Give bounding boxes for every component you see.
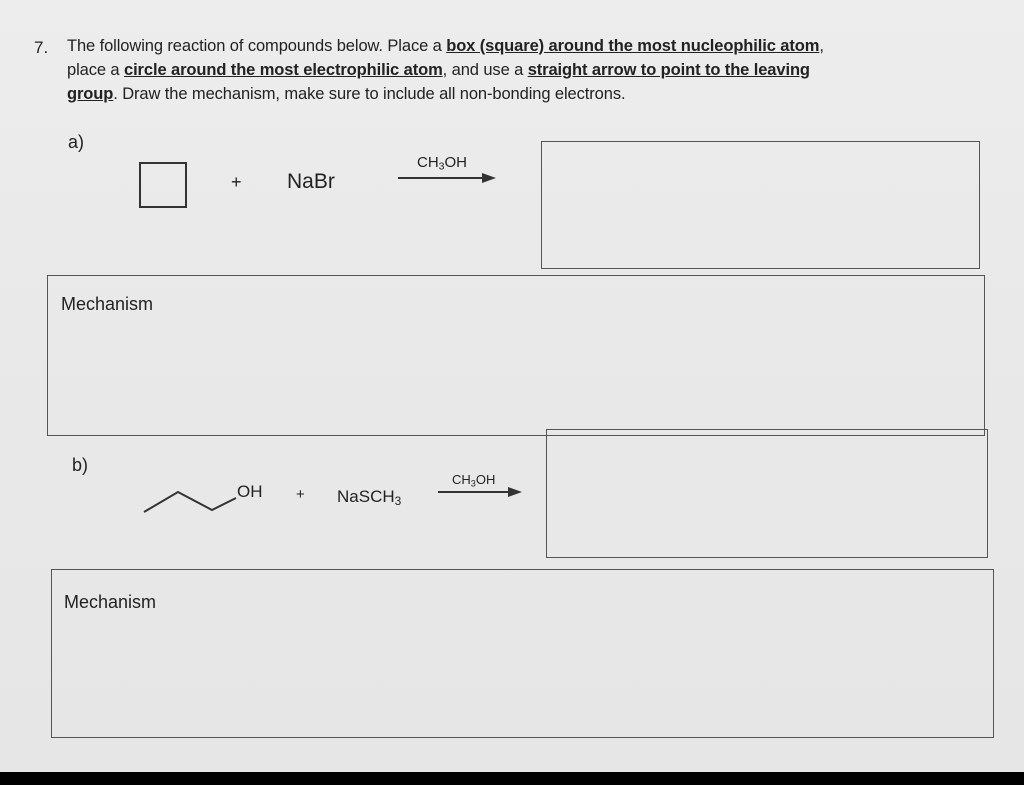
part-a-label: a) <box>68 132 85 152</box>
part-b-mechanism-box <box>51 569 994 738</box>
question-line-3: group. Draw the mechanism, make sure to include all non-bonding electrons. <box>67 85 626 103</box>
part-a-reaction-arrow <box>398 177 490 179</box>
question-number: 7. <box>34 38 49 57</box>
part-a-reagent: NaBr <box>287 170 335 193</box>
part-b-mechanism-label: Mechanism <box>64 592 157 612</box>
part-a-reactant-placeholder-box <box>139 162 187 208</box>
part-a-product-box <box>541 141 980 269</box>
part-b-solvent: $CH_3OH$ <box>452 472 496 489</box>
part-b-label: b) <box>72 455 89 475</box>
part-b-reaction-arrow <box>438 491 516 493</box>
part-b-plus: + <box>296 486 305 503</box>
part-a-solvent: $CH_3OH$ <box>417 154 468 173</box>
part-a-mechanism-label: Mechanism <box>61 294 154 314</box>
part-a-mechanism-box <box>47 275 985 436</box>
part-b-product-box <box>546 429 988 558</box>
part-b-propyl-chain <box>140 482 240 516</box>
part-b-substituent: OH <box>237 482 263 501</box>
question-line-2: place a circle around the most electrophilic atom, and use a straight arrow to point to the leaving <box>67 61 810 79</box>
part-b-reagent: NaSCH$_3$ <box>337 487 402 508</box>
question-line-1: The following reaction of compounds below. Place a box (square) around the most nucleophilic atom, <box>67 37 824 55</box>
part-a-plus: + <box>231 172 242 192</box>
part-b-skeletal-bonds <box>144 492 236 512</box>
